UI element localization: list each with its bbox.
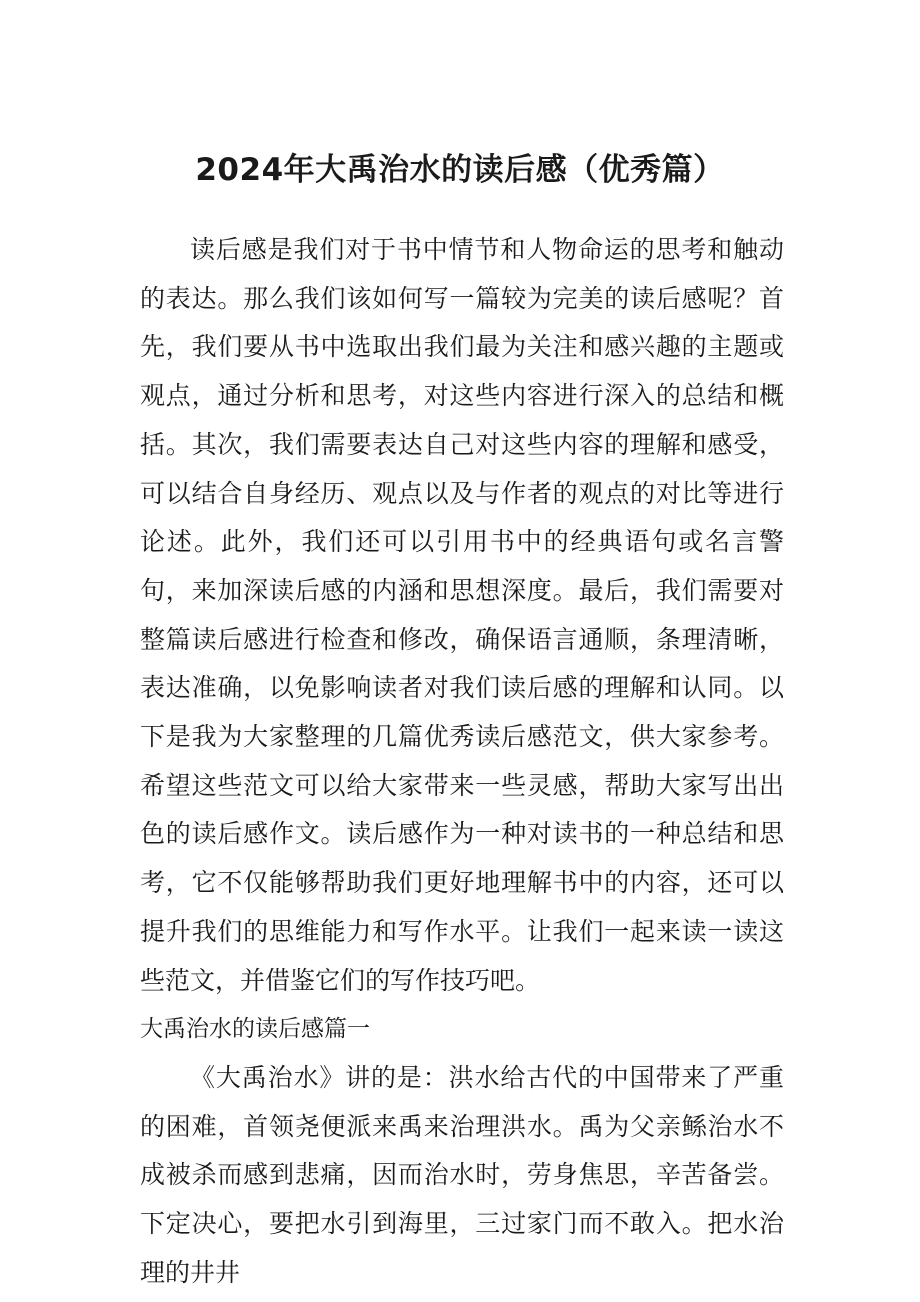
document-title: 2024年大禹治水的读后感（优秀篇）	[195, 152, 725, 188]
section-paragraph: 《大禹治水》讲的是：洪水给古代的中国带来了严重的困难，首领尧便派来禹来治理洪水。禹为父亲鲧治水不成被杀而感到悲痛，因而治水时，劳身焦思，辛苦备尝。下定决心，要把水引到海里，三过家门而不敢入。把水治理的井井	[140, 1062, 784, 1287]
document-body	[140, 226, 784, 1297]
section-heading: 大禹治水的读后感篇一	[140, 1016, 370, 1043]
intro-paragraph: 读后感是我们对于书中情节和人物命运的思考和触动的表达。那么我们该如何写一篇较为完美的读后感呢？首先，我们要从书中选取出我们最为关注和感兴趣的主题或观点，通过分析和思考，对这些内容进行深入的总结和概括。其次，我们需要表达自己对这些内容的理解和感受，可以结合自身经历、观点以及与作者的观点的对比等进行论述。此外，我们还可以引用书中的经典语句或名言警句，来加深读后感的内涵和思想深度。最后，我们需要对整篇读后感进行检查和修改，确保语言通顺，条理清晰，表达准确，以免影响读者对我们读后感的理解和认同。以下是我为大家整理的几篇优秀读后感范文，供大家参考。希望这些范文可以给大家带来一些灵感，帮助大家写出出色的读后感作文。读后感作为一种对读书的一种总结和思考，它不仅能够帮助我们更好地理解书中的内容，还可以提升我们的思维能力和写作水平。让我们一起来读一读这些范文，并借鉴它们的写作技巧吧。	[140, 235, 784, 995]
